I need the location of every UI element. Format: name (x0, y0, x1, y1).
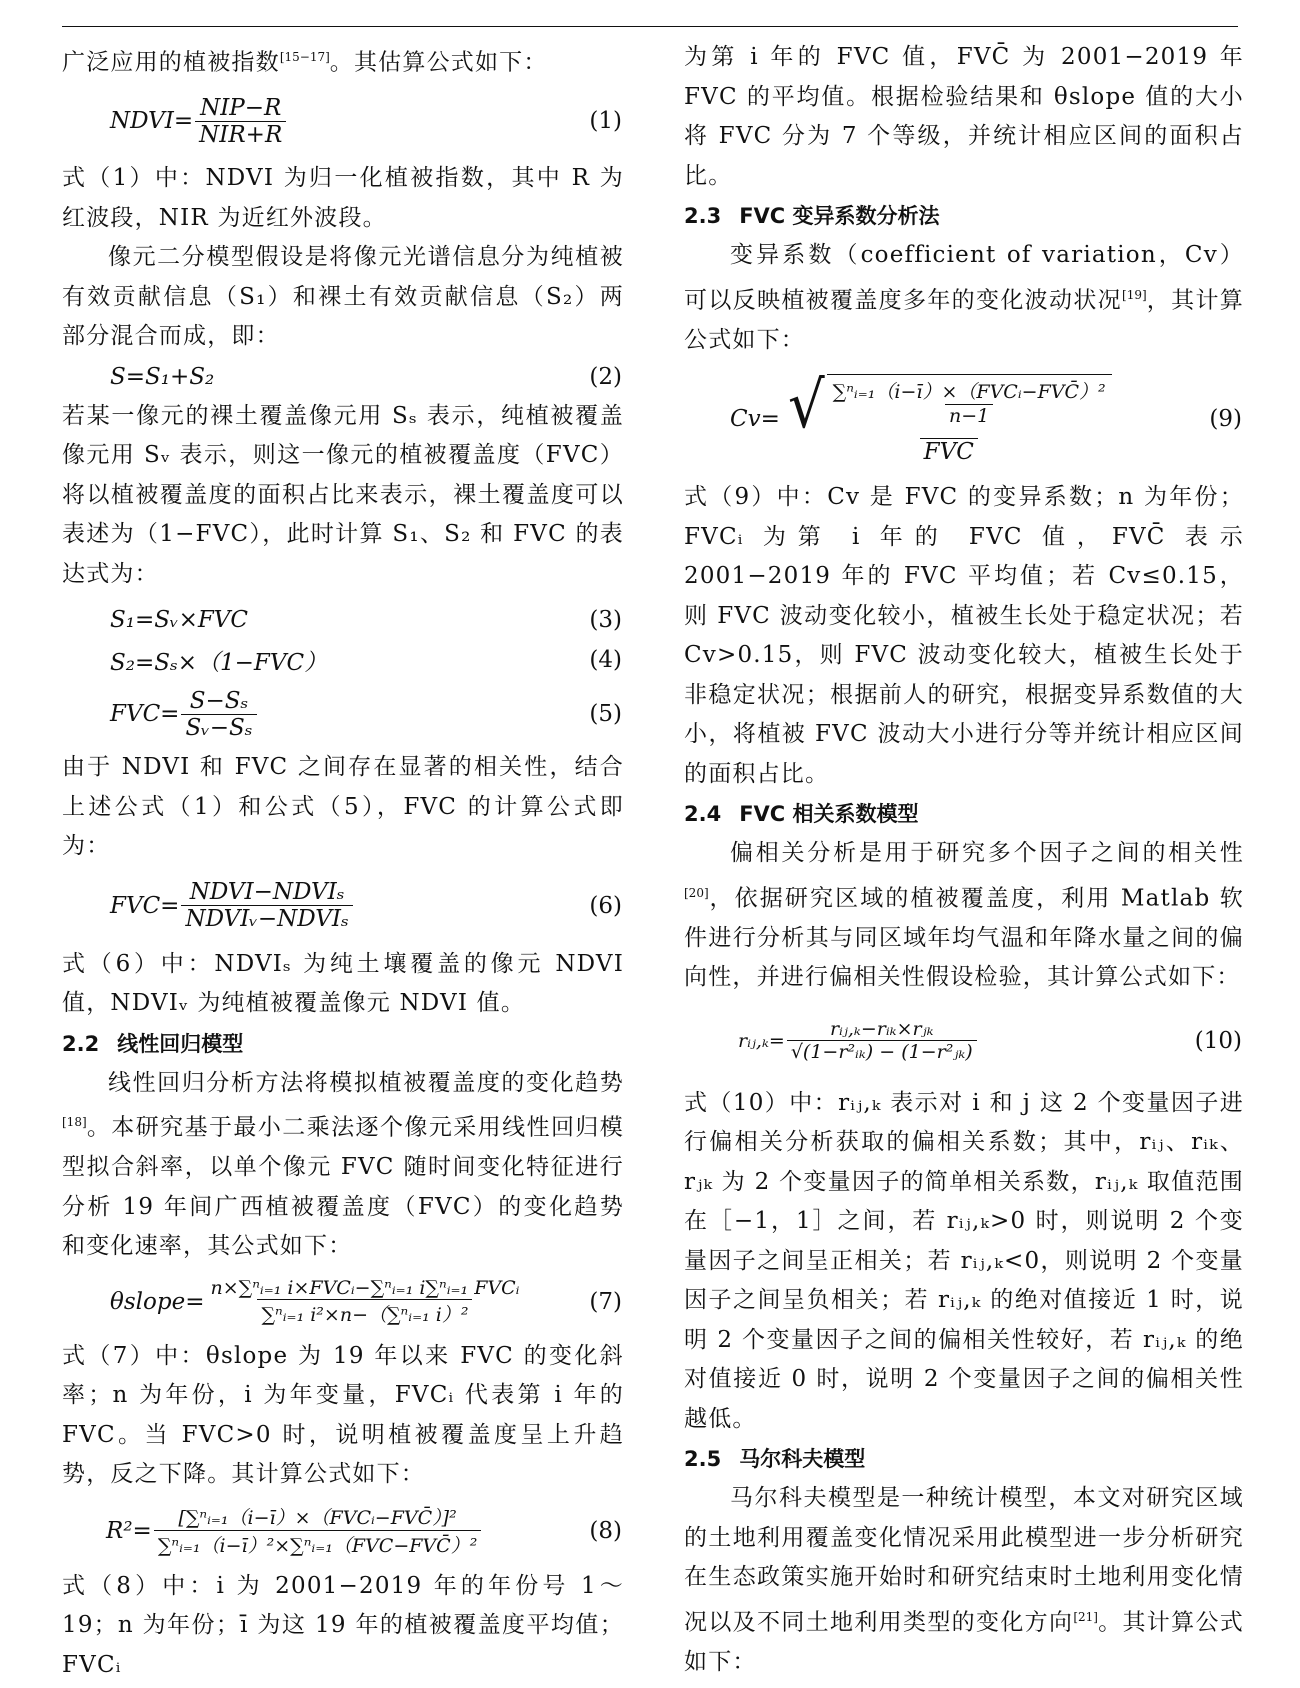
equation-5: FVC= $\frac{\text{S−Sₛ}}{\text{Sᵥ−Sₛ}}$ (5) (110, 687, 622, 741)
paragraph: 式（1）中：NDVI 为归一化植被指数，其中 R 为红波段，NIR 为近红外波段。 (62, 165, 624, 231)
equation-number: (10) (1194, 1027, 1242, 1054)
equation-7: θslope= $\frac{\text{n×∑ⁿᵢ₌₁ i×FVCᵢ−∑ⁿᵢ₌₁ i∑ⁿᵢ₌₁ FVCᵢ}}{\text{∑ⁿᵢ₌₁ i²×n−（∑ⁿᵢ₌₁ i）²}}$ (7) (110, 1276, 622, 1326)
paragraph: 若某一像元的裸土覆盖像元用 Sₛ 表示，纯植被覆盖像元用 Sᵥ 表示，则这一像元的植被覆盖度（FVC）将以植被覆盖度的面积占比来表示，裸土覆盖度可以表述为（1−FVC），此时计算 S₁、S₂ 和 FVC 的表达式为： (62, 402, 624, 587)
equation-number: (5) (589, 701, 622, 728)
left-column (62, 38, 624, 1685)
section-heading-2-4: 2.4 FVC 相关系数模型 (684, 802, 919, 827)
paragraph: 偏相关分析是用于研究多个因子之间的相关性[20]，依据研究区域的植被覆盖度，利用 Matlab 软件进行分析其与同区域年均气温和年降水量之间的偏向性，并进行偏相关性假设检验，其计算公式如下： (684, 840, 1244, 991)
equation-10: rᵢⱼ,ₖ= $\frac{\text{rᵢⱼ,ₖ−rᵢₖ×rⱼₖ}}{\text{√(1−r²ᵢₖ) − (1−r²ⱼₖ)}}$ (10) (738, 1018, 1242, 1064)
equation-2: S=S₁+S₂ (2) (110, 363, 622, 390)
paragraph: 广泛应用的植被指数[15−17]。其估算公式如下： (62, 49, 548, 76)
equation-number: (2) (589, 363, 622, 390)
paragraph: 像元二分模型假设是将像元光谱信息分为纯植被有效贡献信息（S₁）和裸土有效贡献信息（S₂）两部分混合而成，即： (62, 244, 624, 350)
equation-3: S₁=Sᵥ×FVC (3) (110, 607, 622, 634)
citation[interactable]: [18] (62, 1115, 87, 1130)
section-heading-2-5: 2.5 马尔科夫模型 (684, 1447, 866, 1472)
paragraph: 为第 i 年的 FVC 值，FVC̄ 为 2001−2019 年 FVC 的平均值。根据检验结果和 θslope 值的大小将 FVC 分为 7 个等级，并统计相应区间的面积占比。 (684, 44, 1244, 189)
equation-4: S₂=Sₛ×（1−FVC） (4) (110, 647, 622, 676)
paragraph: 式（7）中：θslope 为 19 年以来 FVC 的变化斜率；n 为年份，i 为年变量，FVCᵢ 代表第 i 年的 FVC。当 FVC>0 时，说明植被覆盖度呈上升趋势，反之下降。其计算公式如下： (62, 1342, 624, 1488)
equation-number: (8) (589, 1517, 622, 1544)
equation-6: FVC= $\frac{\text{NDVI−NDVIₛ}}{\text{NDVIᵥ−NDVIₛ}}$ (6) (110, 879, 622, 933)
equation-number: (7) (589, 1288, 622, 1315)
section-heading-2-3: 2.3 FVC 变异系数分析法 (684, 204, 940, 228)
citation[interactable]: [19] (1122, 287, 1147, 302)
citation[interactable]: [20] (684, 885, 709, 900)
citation[interactable]: [21] (1073, 1609, 1098, 1624)
equation-number: (3) (589, 607, 622, 634)
equation-8: R²= $\frac{\text{[∑ⁿᵢ₌₁（i−ī）×（FVCᵢ−FVC̄）]²}}{\text{∑ⁿᵢ₌₁（i−ī）²×∑ⁿᵢ₌₁（FVC−FVC̄）²}}$ (8) (106, 1507, 622, 1558)
square-root: √ $\frac{\text{∑ⁿᵢ₌₁（i−ī）×（FVCᵢ−FVC̄）²}}{n-1}$ (782, 374, 1116, 438)
equation-number: (6) (589, 892, 622, 919)
paragraph: 式（9）中：Cv 是 FVC 的变异系数；n 为年份；FVCᵢ 为第 i 年的 FVC 值，FVC̄ 表示 2001−2019 年的 FVC 平均值；若 Cv≤0.15，则 FVC 波动变化较小，植被生长处于稳定状况；若 Cv>0.15，则 FVC 波动变化较大，植被生长处于非稳定状况；根据前人的研究，根据变异系数值的大小，将植被 FVC 波动大小进行分等并统计相应区间的面积占比。 (684, 484, 1244, 787)
equation-number: (9) (1209, 406, 1242, 433)
right-column (684, 38, 1244, 1682)
equation-number: (1) (589, 108, 622, 135)
section-heading-2-2: 2.2 线性回归模型 (62, 1031, 244, 1056)
paragraph: 式（6）中：NDVIₛ 为纯土壤覆盖的像元 NDVI 值，NDVIᵥ 为纯植被覆盖像元 NDVI 值。 (62, 950, 624, 1017)
radical-sign-icon: √ (787, 368, 825, 443)
paragraph: 由于 NDVI 和 FVC 之间存在显著的相关性，结合上述公式（1）和公式（5），FVC 的计算公式即为： (62, 754, 624, 860)
equation-1: NDVI= $\frac{\text{NIP−R}}{\text{NIR+R}}$ (1) (110, 94, 622, 148)
citation[interactable]: [15−17] (279, 50, 330, 64)
header-rule (62, 26, 1238, 27)
paragraph: 变异系数（coefficient of variation，Cv）可以反映植被覆盖度多年的变化波动状况[19]，其计算公式如下： (684, 242, 1244, 353)
paragraph: 式（8）中：i 为 2001−2019 年的年份号 1～19；n 为年份；ī 为这 19 年的植被覆盖度平均值；FVCᵢ (62, 1572, 624, 1678)
paragraph: 线性回归分析方法将模拟植被覆盖度的变化趋势[18]。本研究基于最小二乘法逐个像元采用线性回归模型拟合斜率，以单个像元 FVC 随时间变化特征进行分析 19 年间广西植被覆盖度（FVC）的变化趋势和变化速率，其公式如下： (62, 1069, 624, 1260)
paragraph: 马尔科夫模型是一种统计模型，本文对研究区域的土地利用覆盖变化情况采用此模型进一步分析研究在生态政策实施开始时和研究结束时土地利用变化情况以及不同土地利用类型的变化方向[21]。其计算公式如下： (684, 1485, 1245, 1675)
equation-number: (4) (589, 647, 622, 674)
equation-9: Cv= √ $\frac{\text{∑ⁿᵢ₌₁（i−ī）×（FVCᵢ−FVC̄）²}}{n-1}$ FVC (9) (730, 368, 1242, 465)
paragraph: 式（10）中：rᵢⱼ,ₖ 表示对 i 和 j 这 2 个变量因子进行偏相关分析获取的偏相关系数；其中，rᵢⱼ、rᵢₖ、rⱼₖ 为 2 个变量因子的简单相关系数，rᵢⱼ,ₖ 取值范围在［−1，1］之间，若 rᵢⱼ,ₖ>0 时，则说明 2 个变量因子之间呈正相关；若 rᵢⱼ,ₖ<0，则说明 2 个变量因子之间呈负相关；若 rᵢⱼ,ₖ 的绝对值接近 1 时，说明 2 个变量因子之间的偏相关性较好，若 rᵢⱼ,ₖ 的绝对值接近 0 时，说明 2 个变量因子之间的偏相关性越低。 (684, 1089, 1244, 1432)
